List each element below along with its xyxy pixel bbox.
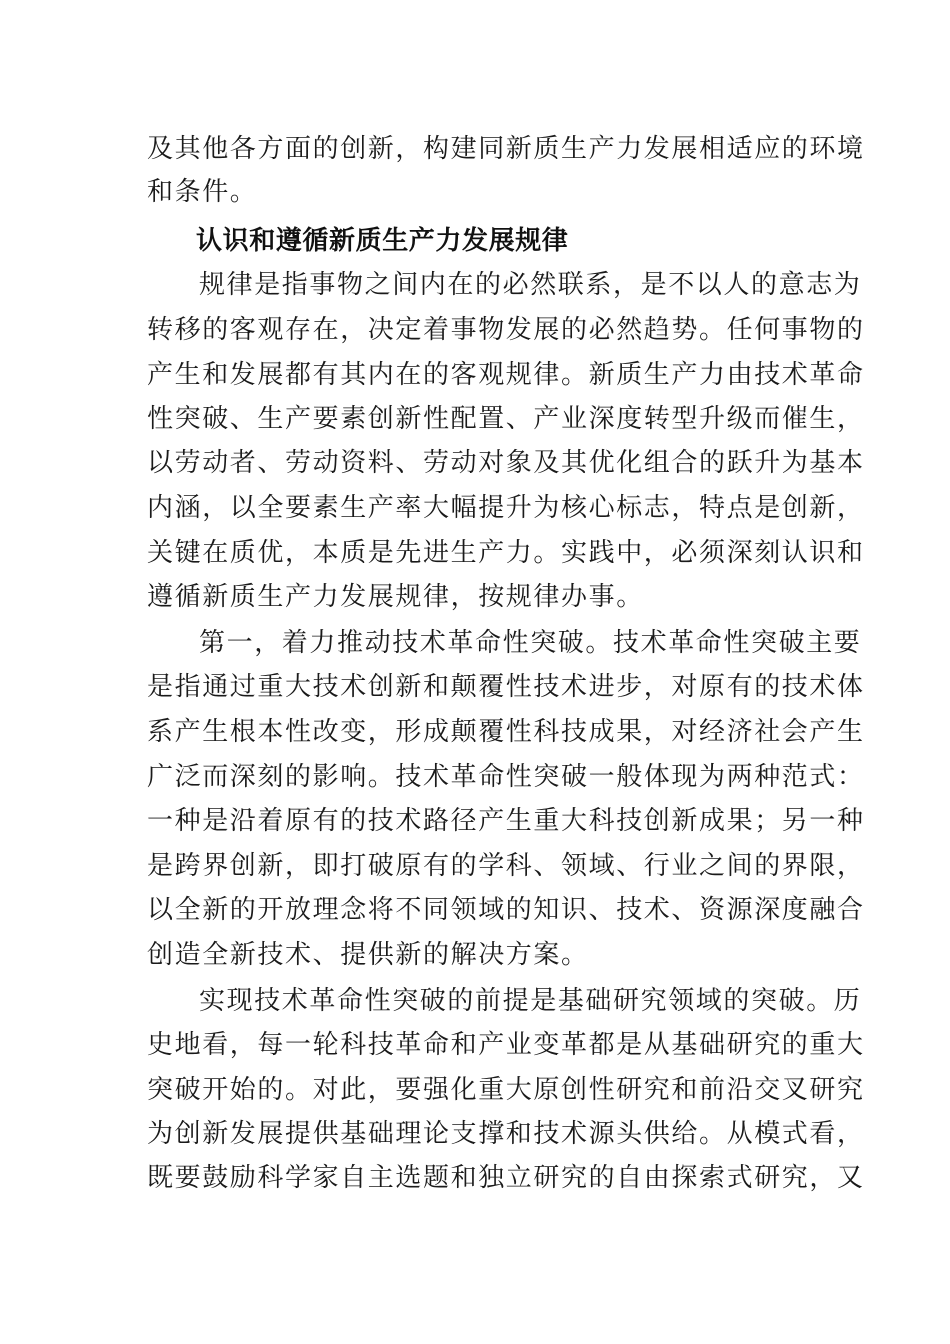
text-line: 遵循新质生产力发展规律，按规律办事。 bbox=[147, 582, 644, 612]
text-line: 创造全新技术、提供新的解决方案。 bbox=[147, 940, 589, 970]
text-line: 是指通过重大技术创新和颠覆性技术进步，对原有的技术体 bbox=[147, 672, 865, 702]
text-line: 史地看，每一轮科技革命和产业变革都是从基础研究的重大 bbox=[147, 1030, 865, 1060]
section-heading: 认识和遵循新质生产力发展规律 bbox=[196, 226, 569, 256]
text-line: 系产生根本性改变，形成颠覆性科技成果，对经济社会产生 bbox=[147, 717, 865, 747]
text-line: 突破开始的。对此，要强化重大原创性研究和前沿交叉研究 bbox=[147, 1075, 865, 1105]
text-line: 以全新的开放理念将不同领域的知识、技术、资源深度融合 bbox=[147, 895, 865, 925]
text-line: 关键在质优，本质是先进生产力。实践中，必须深刻认识和 bbox=[147, 538, 865, 568]
text-line: 规律是指事物之间内在的必然联系，是不以人的意志为 bbox=[199, 270, 862, 300]
text-line: 产生和发展都有其内在的客观规律。新质生产力由技术革命 bbox=[147, 360, 865, 390]
text-line: 以劳动者、劳动资料、劳动对象及其优化组合的跃升为基本 bbox=[147, 448, 865, 478]
text-line: 内涵，以全要素生产率大幅提升为核心标志，特点是创新， bbox=[147, 493, 865, 523]
text-line: 广泛而深刻的影响。技术革命性突破一般体现为两种范式： bbox=[147, 762, 865, 792]
text-line: 是跨界创新，即打破原有的学科、领域、行业之间的界限， bbox=[147, 851, 865, 881]
text-line: 既要鼓励科学家自主选题和独立研究的自由探索式研究，又 bbox=[147, 1163, 865, 1193]
text-line: 实现技术革命性突破的前提是基础研究领域的突破。历 bbox=[199, 986, 862, 1016]
text-line: 一种是沿着原有的技术路径产生重大科技创新成果；另一种 bbox=[147, 806, 865, 836]
text-line: 和条件。 bbox=[147, 177, 258, 207]
text-line: 为创新发展提供基础理论支撑和技术源头供给。从模式看， bbox=[147, 1119, 865, 1149]
text-line: 性突破、生产要素创新性配置、产业深度转型升级而催生， bbox=[147, 404, 865, 434]
text-line: 第一，着力推动技术革命性突破。技术革命性突破主要 bbox=[199, 628, 862, 658]
text-line: 转移的客观存在，决定着事物发展的必然趋势。任何事物的 bbox=[147, 315, 865, 345]
text-line: 及其他各方面的创新，构建同新质生产力发展相适应的环境 bbox=[147, 134, 865, 164]
